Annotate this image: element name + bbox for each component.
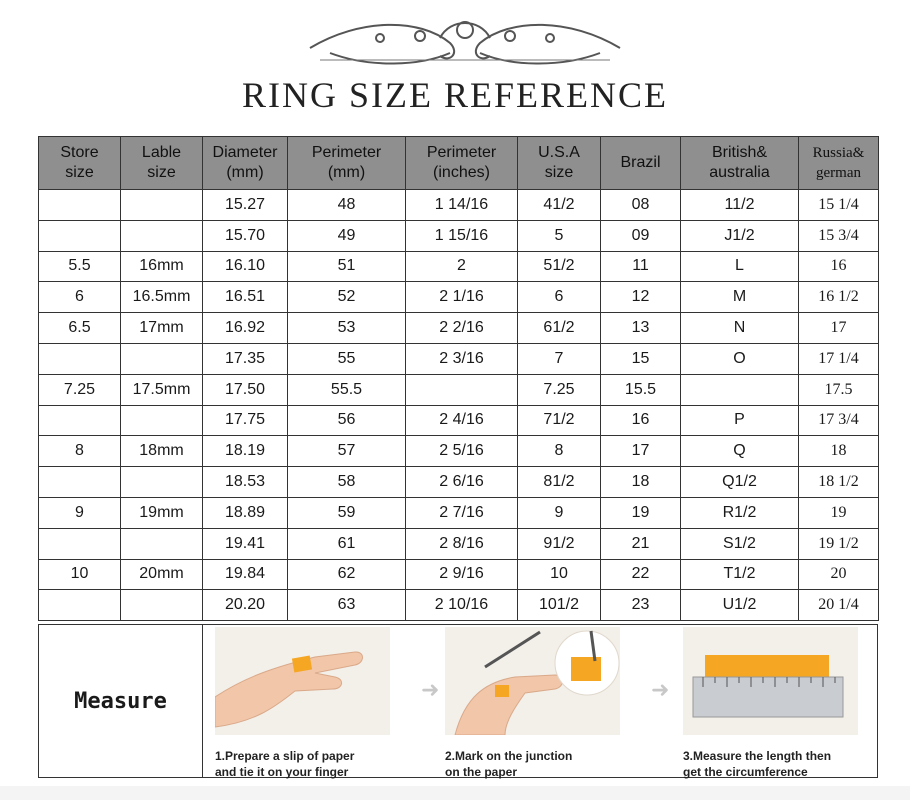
table-cell: M (681, 282, 799, 313)
table-cell: 61 (288, 528, 406, 559)
table-cell: 48 (288, 190, 406, 221)
table-cell: 20 1/4 (799, 590, 879, 621)
table-cell: 18.53 (203, 467, 288, 498)
table-row (39, 590, 879, 621)
table-row (39, 220, 879, 251)
table-cell: 56 (288, 405, 406, 436)
table-cell (121, 405, 203, 436)
table-cell: 58 (288, 467, 406, 498)
table-cell: 101/2 (518, 590, 601, 621)
table-cell: 11/2 (681, 190, 799, 221)
table-cell: 2 9/16 (406, 559, 518, 590)
table-cell (121, 343, 203, 374)
table-cell (121, 190, 203, 221)
table-cell: 18.89 (203, 497, 288, 528)
table-cell: S1/2 (681, 528, 799, 559)
table-cell: T1/2 (681, 559, 799, 590)
bottom-divider (0, 786, 910, 800)
table-cell: 17.50 (203, 374, 288, 405)
mark-paper-image (445, 627, 620, 735)
table-cell: 2 (406, 251, 518, 282)
table-cell: 2 8/16 (406, 528, 518, 559)
table-cell (39, 405, 121, 436)
table-cell: Q1/2 (681, 467, 799, 498)
table-cell: 09 (601, 220, 681, 251)
table-cell: 9 (518, 497, 601, 528)
table-cell: 55 (288, 343, 406, 374)
step-2 (445, 627, 620, 780)
table-cell: 9 (39, 497, 121, 528)
table-cell: 55.5 (288, 374, 406, 405)
table-cell: 17.35 (203, 343, 288, 374)
table-cell: 15.70 (203, 220, 288, 251)
header-diameter: Diameter (mm) (203, 137, 288, 190)
header-brazil: Brazil (601, 137, 681, 190)
table-cell: 19.41 (203, 528, 288, 559)
table-cell: 6.5 (39, 313, 121, 344)
table-cell: 15.5 (601, 374, 681, 405)
table-cell: 52 (288, 282, 406, 313)
table-cell: 20 (799, 559, 879, 590)
table-cell: 15.27 (203, 190, 288, 221)
table-cell (39, 343, 121, 374)
table-cell: 2 1/16 (406, 282, 518, 313)
table-cell: 08 (601, 190, 681, 221)
table-cell (39, 220, 121, 251)
header-russia-german: Russia& german (799, 137, 879, 190)
table-cell: 2 2/16 (406, 313, 518, 344)
table-cell: 15 1/4 (799, 190, 879, 221)
table-cell: 19 1/2 (799, 528, 879, 559)
arrow-right-icon: ➜ (651, 677, 670, 702)
table-cell: 16.92 (203, 313, 288, 344)
table-cell: 17 (601, 436, 681, 467)
table-row (39, 343, 879, 374)
table-cell: 62 (288, 559, 406, 590)
ruler-measure-image (683, 627, 858, 735)
table-cell: 61/2 (518, 313, 601, 344)
hand-with-paper-image (215, 627, 390, 735)
table-cell: 1 15/16 (406, 220, 518, 251)
table-cell: 17.5 (799, 374, 879, 405)
arrow-right-icon: ➜ (421, 677, 440, 702)
measure-steps (203, 625, 877, 777)
table-cell: 16.10 (203, 251, 288, 282)
table-cell (39, 590, 121, 621)
table-cell (121, 467, 203, 498)
ring-size-table (38, 136, 879, 621)
table-cell: 19mm (121, 497, 203, 528)
table-cell: 10 (39, 559, 121, 590)
table-cell: 18 (799, 436, 879, 467)
table-cell: 2 3/16 (406, 343, 518, 374)
table-cell: 53 (288, 313, 406, 344)
table-cell: 8 (39, 436, 121, 467)
step-2-caption: 2.Mark on the junction on the paper (445, 749, 573, 779)
header-usa-size: U.S.A size (518, 137, 601, 190)
table-row (39, 467, 879, 498)
table-cell: 23 (601, 590, 681, 621)
table-cell: 13 (601, 313, 681, 344)
table-cell: P (681, 405, 799, 436)
table-cell: 16mm (121, 251, 203, 282)
table-cell: 20mm (121, 559, 203, 590)
table-cell: 81/2 (518, 467, 601, 498)
table-cell: 18 1/2 (799, 467, 879, 498)
table-row (39, 190, 879, 221)
step-1 (215, 627, 390, 780)
table-row (39, 405, 879, 436)
table-cell (39, 190, 121, 221)
table-cell: 17 3/4 (799, 405, 879, 436)
table-cell: 20.20 (203, 590, 288, 621)
table-cell: R1/2 (681, 497, 799, 528)
table-cell (406, 374, 518, 405)
table-cell: 6 (39, 282, 121, 313)
table-cell: 18mm (121, 436, 203, 467)
table-cell: 7.25 (518, 374, 601, 405)
table-cell (39, 467, 121, 498)
table-cell (121, 528, 203, 559)
table-cell: L (681, 251, 799, 282)
measure-section (38, 624, 878, 778)
table-cell: 7.25 (39, 374, 121, 405)
table-row (39, 251, 879, 282)
table-cell: 59 (288, 497, 406, 528)
table-cell: 2 7/16 (406, 497, 518, 528)
table-cell: 12 (601, 282, 681, 313)
table-cell: 2 4/16 (406, 405, 518, 436)
table-cell: 63 (288, 590, 406, 621)
ornament-flourish-icon (300, 8, 630, 80)
table-row (39, 528, 879, 559)
table-row (39, 282, 879, 313)
table-cell: 49 (288, 220, 406, 251)
table-cell: N (681, 313, 799, 344)
measure-label: Measure (39, 625, 203, 777)
table-cell: 51 (288, 251, 406, 282)
table-cell: 1 14/16 (406, 190, 518, 221)
header-perimeter-mm: Perimeter (mm) (288, 137, 406, 190)
table-cell: 91/2 (518, 528, 601, 559)
table-cell: 17mm (121, 313, 203, 344)
table-cell: 5.5 (39, 251, 121, 282)
step-3-caption: 3.Measure the length then get the circumference (683, 749, 832, 779)
table-cell (121, 220, 203, 251)
header-perimeter-inches: Perimeter (inches) (406, 137, 518, 190)
table-row (39, 374, 879, 405)
table-cell: J1/2 (681, 220, 799, 251)
table-cell: 16 (601, 405, 681, 436)
step-3 (683, 627, 858, 780)
table-row (39, 559, 879, 590)
table-cell: O (681, 343, 799, 374)
table-cell: Q (681, 436, 799, 467)
table-cell: 2 5/16 (406, 436, 518, 467)
table-cell: 22 (601, 559, 681, 590)
table-cell (681, 374, 799, 405)
step-1-caption: 1.Prepare a slip of paper and tie it on your finger (215, 749, 355, 779)
table-cell: 15 3/4 (799, 220, 879, 251)
table-cell (39, 528, 121, 559)
table-cell: 16.51 (203, 282, 288, 313)
table-cell: 17.5mm (121, 374, 203, 405)
table-cell: 17 1/4 (799, 343, 879, 374)
page-title: RING SIZE REFERENCE (241, 75, 668, 115)
table-cell: 16.5mm (121, 282, 203, 313)
table-cell: 16 (799, 251, 879, 282)
table-cell: 19 (799, 497, 879, 528)
table-cell: 19.84 (203, 559, 288, 590)
table-cell: 51/2 (518, 251, 601, 282)
table-cell: 2 10/16 (406, 590, 518, 621)
table-cell: 15 (601, 343, 681, 374)
table-cell: 8 (518, 436, 601, 467)
table-cell: 7 (518, 343, 601, 374)
table-cell: 18.19 (203, 436, 288, 467)
table-row (39, 497, 879, 528)
table-cell: 6 (518, 282, 601, 313)
table-cell: 18 (601, 467, 681, 498)
table-cell: 2 6/16 (406, 467, 518, 498)
table-cell: 11 (601, 251, 681, 282)
table-cell: 5 (518, 220, 601, 251)
table-row (39, 436, 879, 467)
table-cell: 57 (288, 436, 406, 467)
table-cell: 16 1/2 (799, 282, 879, 313)
table-row (39, 313, 879, 344)
table-cell: 10 (518, 559, 601, 590)
table-header-row (39, 137, 879, 190)
table-cell: 17 (799, 313, 879, 344)
table-cell: 21 (601, 528, 681, 559)
header-british-australia: British& australia (681, 137, 799, 190)
header-label-size: Lable size (121, 137, 203, 190)
table-cell: 71/2 (518, 405, 601, 436)
table-cell (121, 590, 203, 621)
table-cell: 19 (601, 497, 681, 528)
table-cell: 41/2 (518, 190, 601, 221)
header-store-size: Store size (39, 137, 121, 190)
table-cell: U1/2 (681, 590, 799, 621)
table-cell: 17.75 (203, 405, 288, 436)
